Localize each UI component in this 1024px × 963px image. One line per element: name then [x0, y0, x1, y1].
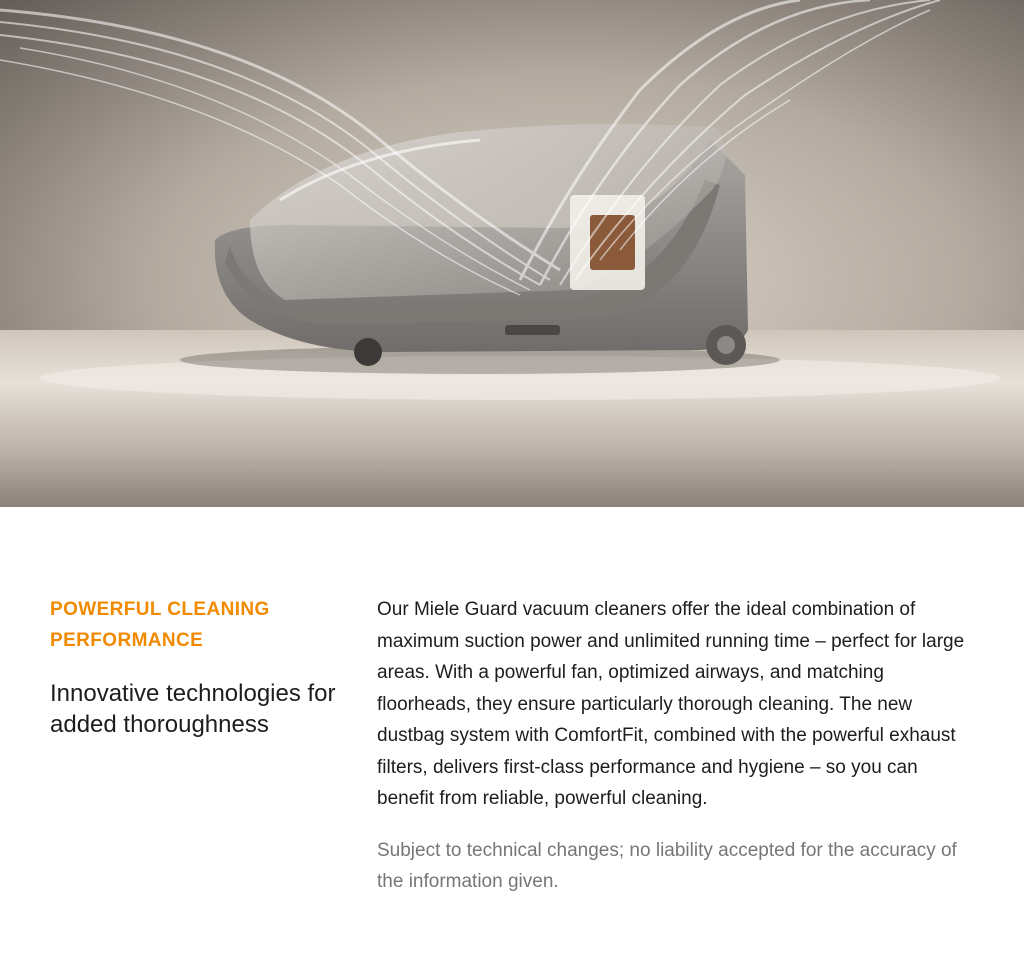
feature-body: Our Miele Guard vacuum cleaners offer the ideal combination of maximum suction power and unlimited running time – perfect for large areas. With a powerful fan, optimized airways, and matching floorheads, they ensure particularly thorough cleaning. The new dustbag system with ComfortFit, combined with the powerful exhaust filters, delivers first-class performance and hygiene – so you can benefit from reliable, powerful cleaning.: [377, 599, 965, 809]
disclaimer: Subject to technical changes; no liability accepted for the accuracy of the information given.: [377, 839, 957, 892]
feature-heading-column: [50, 594, 370, 740]
feature-headline: Innovative technologies for added thoroughness: [50, 680, 336, 738]
feature-section: [0, 507, 1024, 963]
feature-eyebrow: POWERFUL CLEANING PERFORMANCE: [50, 599, 270, 651]
feature-text-column: [377, 594, 967, 898]
